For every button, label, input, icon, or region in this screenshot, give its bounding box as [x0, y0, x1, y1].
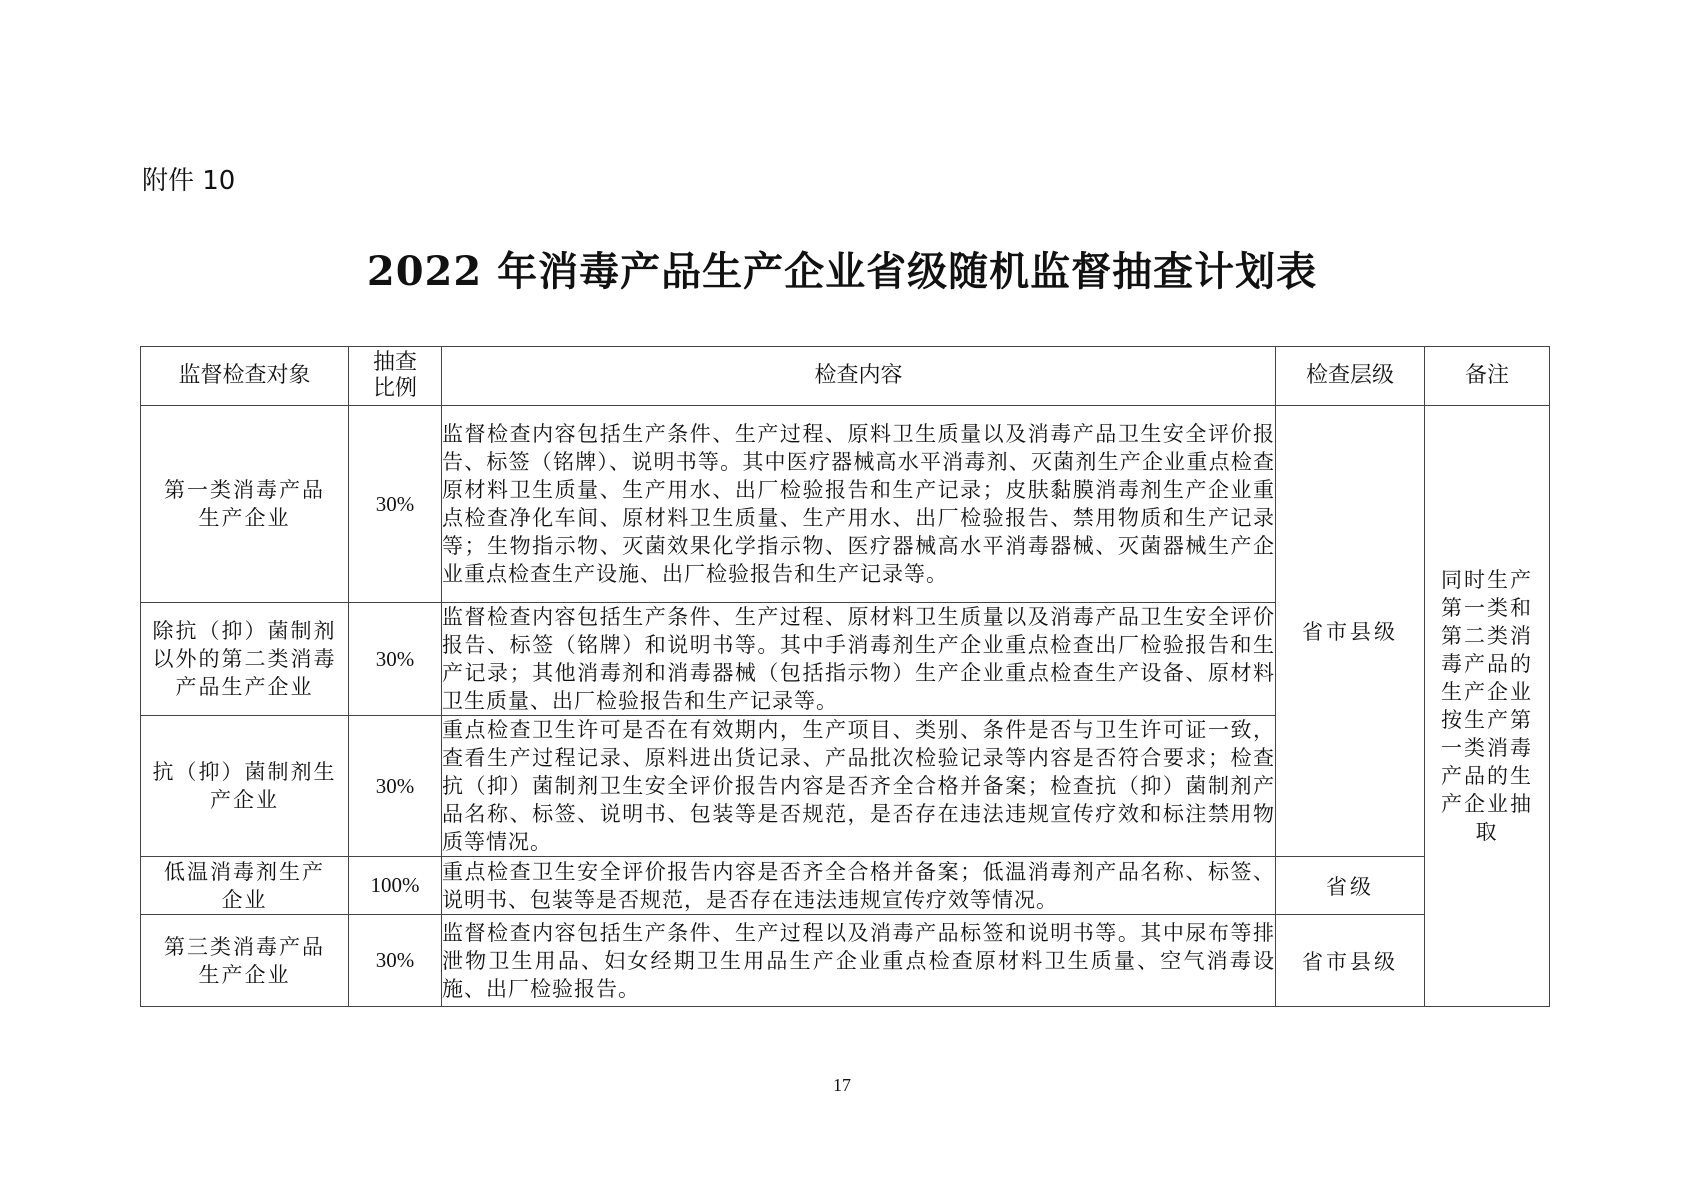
inspection-plan-table [140, 346, 1550, 1007]
level-cell: 省级 [1276, 857, 1425, 915]
row-ratio: 30% [349, 915, 442, 1007]
row-object: 除抗（抑）菌制剂以外的第二类消毒产品生产企业 [141, 603, 349, 716]
row-content: 重点检查卫生安全评价报告内容是否齐全合格并备案；低温消毒剂产品名称、标签、说明书、包装等是否规范，是否存在违法违规宣传疗效等情况。 [442, 857, 1276, 915]
table-row [141, 915, 1550, 1007]
row-ratio: 30% [349, 406, 442, 603]
page-number: 17 [833, 1075, 851, 1095]
level-cell: 省市县级 [1276, 915, 1425, 1007]
table-row [141, 857, 1550, 915]
header-content: 检查内容 [442, 347, 1276, 406]
row-content: 监督检查内容包括生产条件、生产过程、原材料卫生质量以及消毒产品卫生安全评价报告、标签（铭牌）和说明书等。其中手消毒剂生产企业重点检查出厂检验报告和生产记录；其他消毒剂和消毒器械（包括指示物）生产企业重点检查生产设备、原材料卫生质量、出厂检验报告和生产记录等。 [442, 603, 1276, 716]
row-ratio: 100% [349, 857, 442, 915]
header-remark: 备注 [1425, 347, 1550, 406]
row-object: 抗（抑）菌制剂生产企业 [141, 716, 349, 857]
row-content: 监督检查内容包括生产条件、生产过程、原料卫生质量以及消毒产品卫生安全评价报告、标签（铭牌）、说明书等。其中医疗器械高水平消毒剂、灭菌剂生产企业重点检查原材料卫生质量、生产用水、出厂检验报告和生产记录；皮肤黏膜消毒剂生产企业重点检查净化车间、原材料卫生质量、生产用水、出厂检验报告、禁用物质和生产记录等；生物指示物、灭菌效果化学指示物、医疗器械高水平消毒器械、灭菌器械生产企业重点检查生产设施、出厂检验报告和生产记录等。 [442, 406, 1276, 603]
remark-cell: 同时生产第一类和第二类消毒产品的生产企业按生产第一类消毒产品的生产企业抽取 [1425, 406, 1550, 1007]
header-level: 检查层级 [1276, 347, 1425, 406]
row-object: 第三类消毒产品生产企业 [141, 915, 349, 1007]
row-object: 低温消毒剂生产企业 [141, 857, 349, 915]
row-content: 监督检查内容包括生产条件、生产过程以及消毒产品标签和说明书等。其中尿布等排泄物卫生用品、妇女经期卫生用品生产企业重点检查原材料卫生质量、空气消毒设施、出厂检验报告。 [442, 915, 1276, 1007]
table-row [141, 406, 1550, 603]
row-ratio: 30% [349, 603, 442, 716]
row-ratio: 30% [349, 716, 442, 857]
page-title: 2022 年消毒产品生产企业省级随机监督抽查计划表 [366, 248, 1318, 295]
row-content: 重点检查卫生许可是否在有效期内，生产项目、类别、条件是否与卫生许可证一致，查看生产过程记录、原料进出货记录、产品批次检验记录等内容是否符合要求；检查抗（抑）菌制剂卫生安全评价报告内容是否齐全合格并备案；检查抗（抑）菌制剂产品名称、标签、说明书、包装等是否规范，是否存在违法违规宣传疗效和标注禁用物质等情况。 [442, 716, 1276, 857]
header-ratio: 抽查比例 [349, 347, 442, 406]
table-header-row [141, 347, 1550, 406]
level-cell: 省市县级 [1276, 406, 1425, 857]
header-object: 监督检查对象 [141, 347, 349, 406]
row-object: 第一类消毒产品生产企业 [141, 406, 349, 603]
attachment-label: 附件 10 [142, 166, 236, 196]
